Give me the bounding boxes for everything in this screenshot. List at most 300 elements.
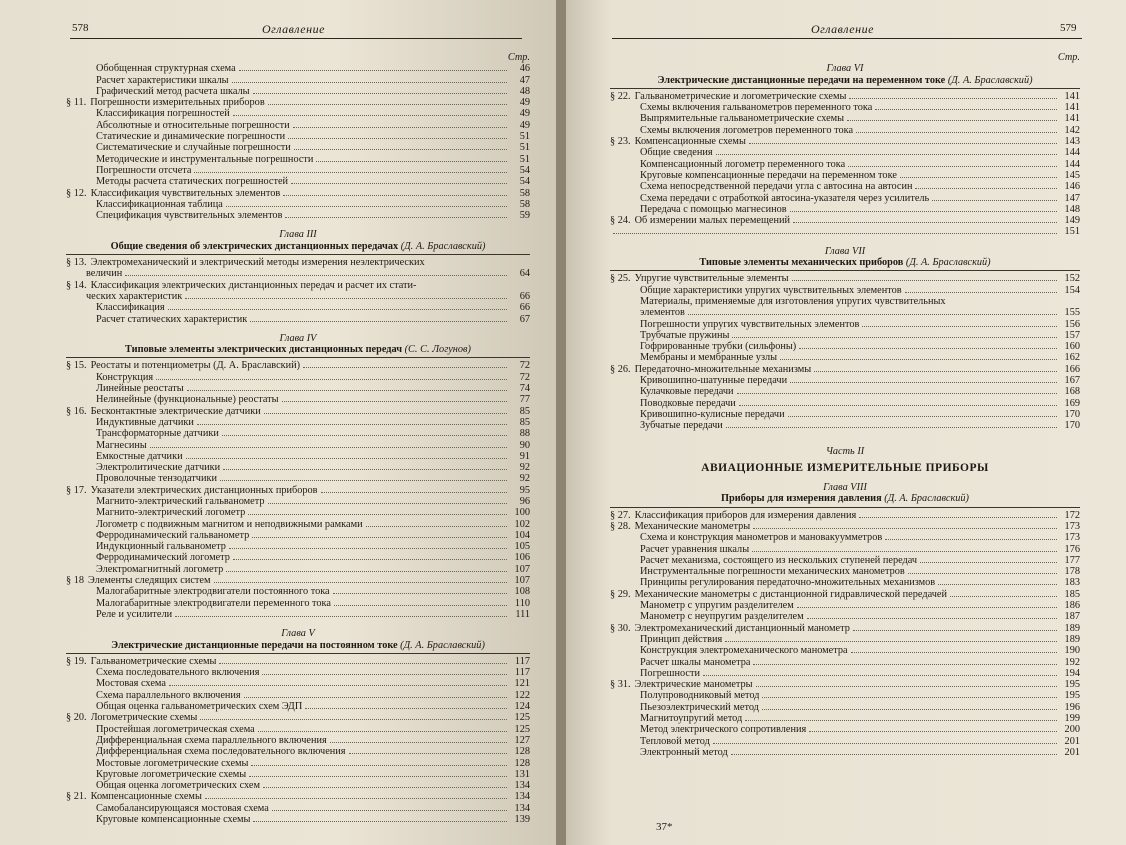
toc-entry-text: Кривошипно-кулисные передачи [640,408,785,420]
right-header-rule [612,38,1082,39]
toc-page-number: 107 [514,575,530,587]
toc-entry-text: Обобщенная структурная схема [96,63,236,75]
leader-dots [205,798,507,799]
leader-dots [848,166,1057,167]
toc-entry-text: Выпрямительные гальванометрические схемы [640,113,845,125]
toc-entry-text: Спецификация чувствительных элементов [96,210,283,222]
toc-page-number: 127 [514,734,530,746]
leader-dots [716,154,1057,155]
toc-entry-row [610,386,1080,397]
section-number: § 24. [610,215,631,227]
toc-entry-row [66,199,530,210]
toc-entry-row [66,803,530,814]
toc-page-number: 146 [1064,181,1080,193]
toc-entry-text: Линейные реостаты [96,383,184,395]
toc-entry-row [66,451,530,462]
toc-entry-text: Электромеханический и электрический методы измерения неэлектрических [90,257,425,269]
toc-entry-text: Метод электрического сопротивления [640,724,807,736]
left-block-1 [66,63,530,221]
toc-entry-row [610,532,1080,543]
toc-page-number: 49 [519,97,530,109]
toc-entry-row [610,181,1080,192]
toc-page-number: 148 [1064,203,1080,215]
toc-entry-row [610,544,1080,555]
toc-section-row [66,360,530,371]
leader-dots [187,390,507,391]
leader-dots [248,514,507,515]
leader-dots [793,222,1057,223]
leader-dots [807,618,1057,619]
leader-dots [233,559,507,560]
toc-page-number: 117 [514,655,530,667]
toc-entry-text: Принципы регулирования передаточно-множительных механизмов [640,577,936,589]
leader-dots [731,754,1057,755]
toc-page-number: 170 [1064,408,1080,420]
leader-dots [185,298,507,299]
chapter-4-title [66,344,530,355]
toc-entry-text: Передаточно-множительные механизмы [634,363,812,375]
toc-entry-row [610,736,1080,747]
toc-entry-text: Классификация приборов для измерения давления [634,509,857,521]
leader-dots [250,321,507,322]
leader-dots [229,548,507,549]
toc-entry-text: Схема параллельного включения [96,689,241,701]
toc-entry-row [610,319,1080,330]
leader-dots [262,674,507,675]
toc-entry-text: Дифференциальная схема параллельного включения [96,734,327,746]
chapter-3-title [66,241,530,252]
left-block-2 [66,257,530,325]
toc-page-number: 95 [519,484,530,496]
toc-entry-row [66,372,530,383]
leader-dots [303,367,507,368]
leader-dots [285,217,507,218]
leader-dots [252,537,507,538]
leader-dots [226,571,507,572]
toc-entry-text: Ферродинамический логометр [96,552,230,564]
left-header-rule [70,38,522,39]
toc-entry-row [610,702,1080,713]
section-number: § 25. [610,273,631,285]
leader-dots [920,562,1057,563]
leader-dots [745,720,1057,721]
toc-entry-text: Классификация чувствительных элементов [90,187,281,199]
toc-entry-text: Упругие чувствительные элементы [634,273,789,285]
leader-dots [150,447,507,448]
leader-dots [293,127,507,128]
toc-entry-row [66,586,530,597]
toc-entry-text: Схема последовательного включения [96,667,260,679]
toc-page-number: 77 [519,394,530,406]
toc-entry-text: Магнито-электрический гальванометр [96,495,265,507]
toc-page-number: 195 [1064,690,1080,702]
toc-page-number: 105 [514,541,530,553]
chapter-7-title-text: Типовые элементы механических приборов [699,257,904,269]
toc-entry-text: Схема передачи с отработкой автосина-указателя через усилитель [640,192,930,204]
leader-dots [739,405,1057,406]
toc-page-number: 190 [1064,645,1080,657]
left-block-3 [66,360,530,620]
leader-dots [232,82,507,83]
toc-section-row [610,136,1080,147]
toc-entry-text: Общие характеристики упругих чувствительных элементов [640,284,902,296]
section-number: § 29. [610,588,631,600]
leader-dots [253,821,507,822]
leader-dots [762,709,1057,710]
toc-entry-row [610,375,1080,386]
toc-page-number: 108 [514,586,530,598]
toc-entry-row [66,541,530,552]
toc-page-number: 152 [1064,273,1080,285]
toc-page-number: 194 [1064,667,1080,679]
leader-dots [168,309,507,310]
toc-entry-row [66,108,530,119]
toc-entry-text: Принцип действия [640,633,723,645]
leader-dots [862,326,1057,327]
toc-entry-row [610,113,1080,124]
leader-dots [752,551,1057,552]
toc-entry-text: Компенсационные схемы [634,136,746,148]
toc-entry-text: Расчет механизма, состоящего из нескольких ступеней передач [640,554,918,566]
toc-page-number: 117 [514,667,530,679]
toc-page-number: 187 [1064,611,1080,623]
right-block-2 [610,273,1080,431]
toc-entry-text: Графический метод расчета шкалы [96,85,250,97]
toc-entry-text: Круговые компенсационные схемы [96,814,251,825]
toc-entry-text: Методы расчета статических погрешностей [96,176,289,188]
toc-page-number: 124 [514,701,530,713]
toc-page-number: 51 [519,153,530,165]
leader-dots [316,161,507,162]
leader-dots [169,685,507,686]
toc-page-number: 200 [1064,724,1080,736]
toc-page-number: 154 [1064,284,1080,296]
toc-entry-row [610,125,1080,136]
leader-dots [194,172,507,173]
toc-entry-row [66,519,530,530]
chapter-3-divider [66,254,530,255]
toc-entry-text: Общие сведения [640,147,713,159]
toc-page-number: 162 [1064,352,1080,364]
toc-entry-text: Погрешности измерительных приборов [90,97,265,109]
leader-dots [851,652,1057,653]
chapter-6-label: Глава VI [826,63,864,75]
toc-entry-text: Проволочные тензодатчики [96,473,217,485]
toc-page-number: 107 [514,563,530,575]
leader-dots [268,104,507,105]
leader-dots [859,517,1057,518]
toc-entry-row [66,291,530,302]
leader-dots [799,348,1057,349]
toc-entry-text: Круговые логометрические схемы [96,768,247,780]
leader-dots [219,663,507,664]
leader-dots [788,416,1057,417]
leader-dots [223,469,507,470]
toc-entry-row [66,165,530,176]
leader-dots [288,138,507,139]
left-str-label: Стр. [507,52,530,63]
toc-entry-row [610,747,1080,758]
toc-entry-text: Электрические манометры [634,679,753,691]
toc-page-number: 51 [519,131,530,143]
toc-entry-text: Зубчатые передачи [640,420,723,432]
toc-entry-row [66,302,530,313]
toc-page-number: 58 [519,187,530,199]
toc-page-number: 144 [1064,158,1080,170]
toc-entry-text: Классификационная таблица [96,198,223,210]
toc-entry-text: Передача с помощью магнесинов [640,203,787,215]
leader-dots [222,435,507,436]
leader-dots [732,337,1057,338]
toc-entry-text: Конструкция [96,371,154,383]
toc-page-number: 104 [514,529,530,541]
section-number: § 19. [66,655,87,667]
toc-entry-row [610,634,1080,645]
toc-page-number: 143 [1064,136,1080,148]
toc-entry-row [610,409,1080,420]
toc-section-row [610,215,1080,226]
toc-entry-row [66,210,530,221]
toc-entry-row [610,600,1080,611]
toc-page-number: 46 [519,63,530,75]
toc-entry-row [66,609,530,620]
leader-dots [272,810,507,811]
toc-page-number: 155 [1064,307,1080,319]
toc-entry-row [610,724,1080,735]
toc-entry-text: Инструментальные погрешности механических манометров [640,566,905,578]
chapter-5-divider [66,653,530,654]
toc-entry-text: Кулачковые передачи [640,386,734,398]
toc-entry-text: Малогабаритные электродвигатели постоянного тока [96,586,330,598]
leader-dots [753,528,1057,529]
toc-entry-text: Классификация [96,302,165,314]
toc-entry-row [66,496,530,507]
right-toc [610,52,1080,758]
toc-section-row [610,589,1080,600]
toc-page-number: 51 [519,142,530,154]
toc-entry-text: Абсолютные и относительные погрешности [96,119,290,131]
section-number: § 28. [610,520,631,532]
toc-entry-row [66,552,530,563]
leader-dots [239,70,507,71]
chapter-6-divider [610,88,1080,89]
toc-page-number: 100 [514,507,530,519]
toc-page-number: 185 [1064,588,1080,600]
toc-page-number: 125 [514,712,530,724]
toc-entry-row [610,645,1080,656]
toc-page-number: 66 [519,302,530,314]
toc-entry-text: Гофрированные трубки (сильфоны) [640,341,797,353]
chapter-8-author: (Д. А. Браславский) [884,493,969,505]
toc-page-number: 186 [1064,600,1080,612]
toc-entry-row [66,473,530,484]
leader-dots [856,132,1057,133]
right-header-title: Оглавление [811,22,874,36]
toc-section-row [66,188,530,199]
toc-entry-row [66,417,530,428]
toc-entry-row [66,678,530,689]
toc-entry-text: Классификация электрических дистанционных передач и расчет их стати- [90,279,417,291]
toc-entry-text: Тепловой метод [640,735,710,747]
chapter-3-label: Глава III [279,229,317,241]
toc-entry-text: Поводковые передачи [640,397,736,409]
section-number: § 21. [66,791,87,803]
leader-dots [853,630,1057,631]
toc-entry-row [610,566,1080,577]
section-number: § 16. [66,405,87,417]
section-number: § 17. [66,484,87,496]
toc-entry-text: Емкостные датчики [96,450,183,462]
toc-section-row [610,623,1080,634]
toc-page-number: 166 [1064,363,1080,375]
toc-page-number: 134 [514,791,530,803]
leader-dots [849,98,1057,99]
leader-dots [847,120,1057,121]
toc-entry-text: Манометр с неупругим разделителем [640,611,804,623]
left-header-title: Оглавление [262,22,325,36]
toc-entry-text: Пьезоэлектрический метод [640,701,759,713]
toc-entry-row [610,226,1080,237]
toc-entry-text: Манометр с упругим разделителем [640,600,794,612]
toc-page-number: 173 [1064,532,1080,544]
leader-dots [282,401,507,402]
toc-entry-row [66,268,530,279]
leader-dots [263,787,507,788]
toc-entry-text: Кривошипно-шатунные передачи [640,375,788,387]
leader-dots [762,697,1057,698]
toc-entry-text: Малогабаритные электродвигатели переменного тока [96,597,331,609]
toc-page-number: 183 [1064,577,1080,589]
toc-entry-row [66,176,530,187]
toc-entry-row [610,170,1080,181]
leader-dots [220,480,507,481]
toc-entry-text: величин [86,268,123,280]
toc-page-number: 141 [1064,102,1080,114]
toc-entry-row [66,690,530,701]
toc-entry-row [610,611,1080,622]
toc-page-number: 201 [1064,735,1080,747]
chapter-6-author: (Д. А. Браславский) [947,74,1033,86]
toc-page-number: 178 [1064,566,1080,578]
toc-page-number: 170 [1064,420,1080,432]
toc-entry-text: Трансформаторные датчики [96,428,219,440]
leader-dots [932,200,1057,201]
toc-entry-text: Расчет уравнения шкалы [640,543,750,555]
toc-entry-row [66,758,530,769]
chapter-3-title-text: Общие сведения об электрических дистанционных передачах [110,240,399,252]
chapter-8-title [610,493,1080,504]
leader-dots [797,607,1057,608]
toc-section-row [66,485,530,496]
part-2-title: АВИАЦИОННЫЕ ИЗМЕРИТЕЛЬНЫЕ ПРИБОРЫ [701,461,989,474]
toc-entry-row [610,577,1080,588]
leader-dots [125,275,507,276]
toc-entry-row [610,398,1080,409]
chapter-7-divider [610,270,1080,271]
toc-entry-row [66,154,530,165]
toc-page-number: 160 [1064,341,1080,353]
toc-page-number: 128 [514,746,530,758]
leader-dots [688,314,1057,315]
toc-entry-text: Компенсационные схемы [90,791,202,803]
toc-entry-row [66,769,530,780]
chapter-7-author: (Д. А. Браславский) [905,257,991,269]
toc-page-number: 128 [514,757,530,769]
leader-dots [291,183,507,184]
toc-page-number: 151 [1064,226,1080,238]
toc-entry-row [610,341,1080,352]
toc-entry-row [66,63,530,74]
toc-page-number: 85 [519,405,530,417]
toc-entry-text: Ферродинамический гальванометр [96,529,250,541]
toc-page-number: 134 [514,802,530,814]
chapter-7-title [610,257,1080,268]
toc-page-number: 156 [1064,318,1080,330]
leader-dots [938,584,1057,585]
chapter-6-title-text: Электрические дистанционные передачи на переменном токе [657,74,946,86]
section-number: § 30. [610,622,631,634]
toc-entry-text: Мостовые логометрические схемы [96,757,249,769]
toc-page-number: 196 [1064,701,1080,713]
toc-entry-row [610,204,1080,215]
toc-page-number: 141 [1064,113,1080,125]
toc-entry-row [66,814,530,825]
toc-entry-text: Схемы включения логометров переменного тока [640,124,854,136]
toc-entry-text: Магнесины [96,439,147,451]
leader-dots [749,143,1057,144]
toc-page-number: 145 [1064,169,1080,181]
section-number: § 26. [610,363,631,375]
toc-page-number: 125 [514,723,530,735]
section-number: § 11. [66,97,87,109]
toc-page-number: 58 [519,198,530,210]
toc-entry-row [610,102,1080,113]
toc-entry-text: Расчет шкалы манометра [640,656,751,668]
toc-entry-text: Механические манометры с дистанционной гидравлической передачей [634,588,947,600]
right-page [566,0,1126,845]
chapter-4-label: Глава IV [279,332,317,344]
chapter-4-author: (С. С. Логунов) [404,344,471,356]
toc-entry-text: Простейшая логометрическая схема [96,723,255,735]
toc-entry-text: Бесконтактные электрические датчики [90,405,261,417]
toc-section-row [66,791,530,802]
toc-page-number: 144 [1064,147,1080,159]
toc-entry-text: Схемы включения гальванометров переменного тока [640,102,873,114]
section-number: § 23. [610,136,631,148]
toc-page-number: 49 [519,108,530,120]
leader-dots [726,427,1057,428]
toc-entry-row [66,383,530,394]
leader-dots [790,382,1057,383]
toc-page-number: 88 [519,428,530,440]
toc-entry-text: Реле и усилители [96,608,173,620]
toc-section-row [66,257,530,268]
toc-entry-text: Мостовая схема [96,678,166,690]
leader-dots [950,596,1057,597]
leader-dots [756,686,1057,687]
leader-dots [334,605,507,606]
right-str-label: Стр. [1057,52,1080,63]
toc-entry-text: элементов [640,307,685,319]
toc-entry-text: Магнито-электрический логометр [96,507,246,519]
toc-entry-row [610,193,1080,204]
toc-section-row [66,280,530,291]
toc-page-number: 74 [519,383,530,395]
leader-dots [792,280,1057,281]
leader-dots [713,743,1057,744]
toc-entry-text: Общая оценка гальванометрических схем ЭДП [96,701,303,713]
toc-section-row [66,97,530,108]
